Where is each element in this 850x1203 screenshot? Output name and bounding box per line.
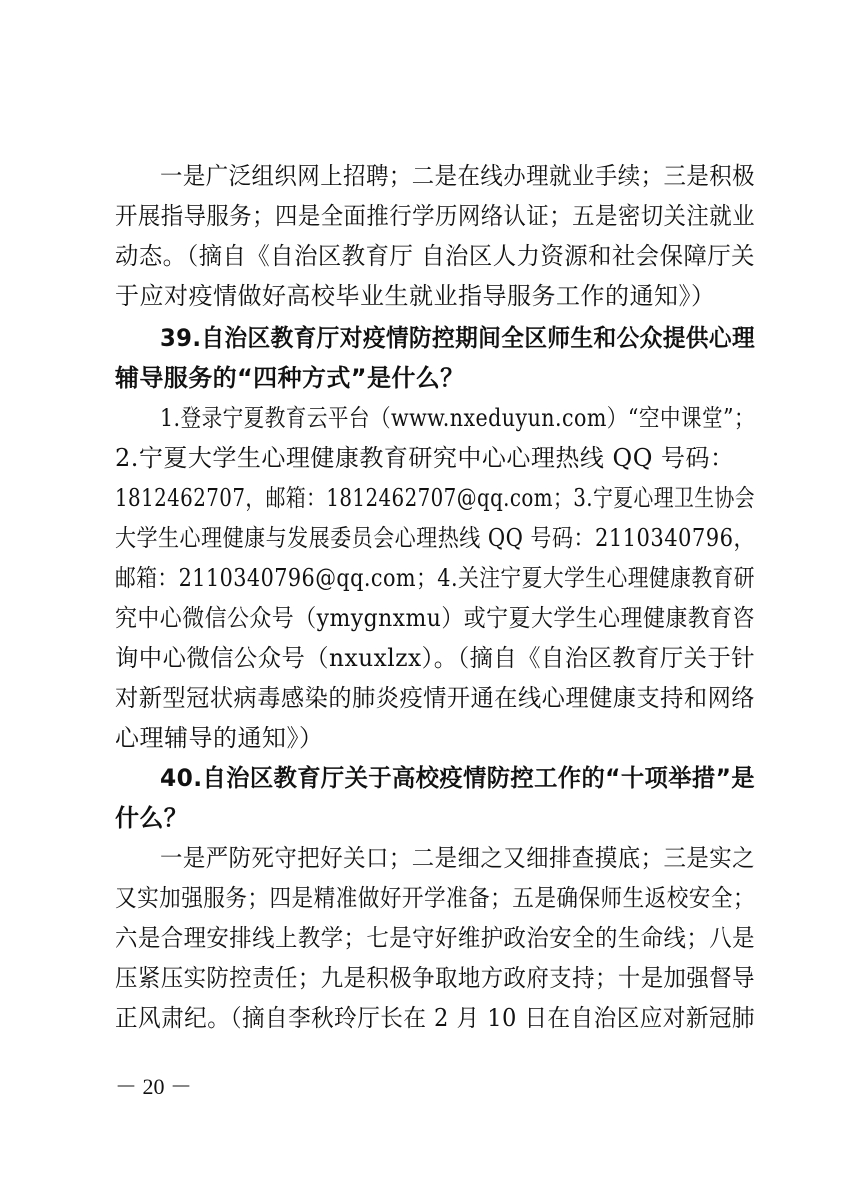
body-text-line: 六是合理安排线上教学；七是守好维护政治安全的生命线；八是 [115,924,755,952]
body-text-line: 2.宁夏大学生心理健康教育研究中心心理热线 QQ 号码： [115,444,735,472]
question-39-heading: 辅导服务的“四种方式”是什么？ [115,364,465,392]
question-39-heading: 39.自治区教育厅对疫情防控期间全区师生和公众提供心理 [160,324,756,352]
body-text-line: 1812462707，邮箱：1812462707@qq.com；3.宁夏心理卫生协会 [115,484,756,512]
body-text-line: 究中心微信公众号（ymygnxmu）或宁夏大学生心理健康教育咨 [115,604,755,632]
body-text-line: 又实加强服务；四是精准做好开学准备；五是确保师生返校安全； [115,884,756,912]
body-text-line: 开展指导服务；四是全面推行学历网络认证；五是密切关注就业 [115,202,755,230]
body-text-line: 邮箱：2110340796@qq.com；4.关注宁夏大学生心理健康教育研 [115,564,755,592]
body-text-line: 正风肃纪。（摘自李秋玲厅长在 2 月 10 日在自治区应对新冠肺 [115,1004,755,1032]
question-40-heading: 什么？ [115,804,189,832]
body-text-line: 一是严防死守把好关口；二是细之又细排查摸底；三是实之 [160,844,756,872]
body-text-line: 心理辅导的通知》） [115,724,324,752]
body-text-line: 动态。（摘自《自治区教育厅 自治区人力资源和社会保障厅关 [115,242,756,270]
body-text-line: 一是广泛组织网上招聘；二是在线办理就业手续；三是积极 [160,162,756,190]
body-text-line: 大学生心理健康与发展委员会心理热线 QQ 号码：2110340796， [115,524,755,552]
body-text-line: 询中心微信公众号（nxuxlzx）。（摘自《自治区教育厅关于针 [115,644,756,672]
question-40-heading: 40.自治区教育厅关于高校疫情防控工作的“十项举措”是 [160,764,755,792]
body-text-line: 对新型冠状病毒感染的肺炎疫情开通在线心理健康支持和网络 [115,684,756,712]
body-text-line: 于应对疫情做好高校毕业生就业指导服务工作的通知》） [115,282,716,310]
page-number: － 20 － [115,1074,193,1099]
body-text-line: 1.登录宁夏教育云平台（www.nxeduyun.com）“空中课堂”； [160,404,756,432]
body-text-line: 压紧压实防控责任；九是积极争取地方政府支持；十是加强督导 [115,964,755,992]
